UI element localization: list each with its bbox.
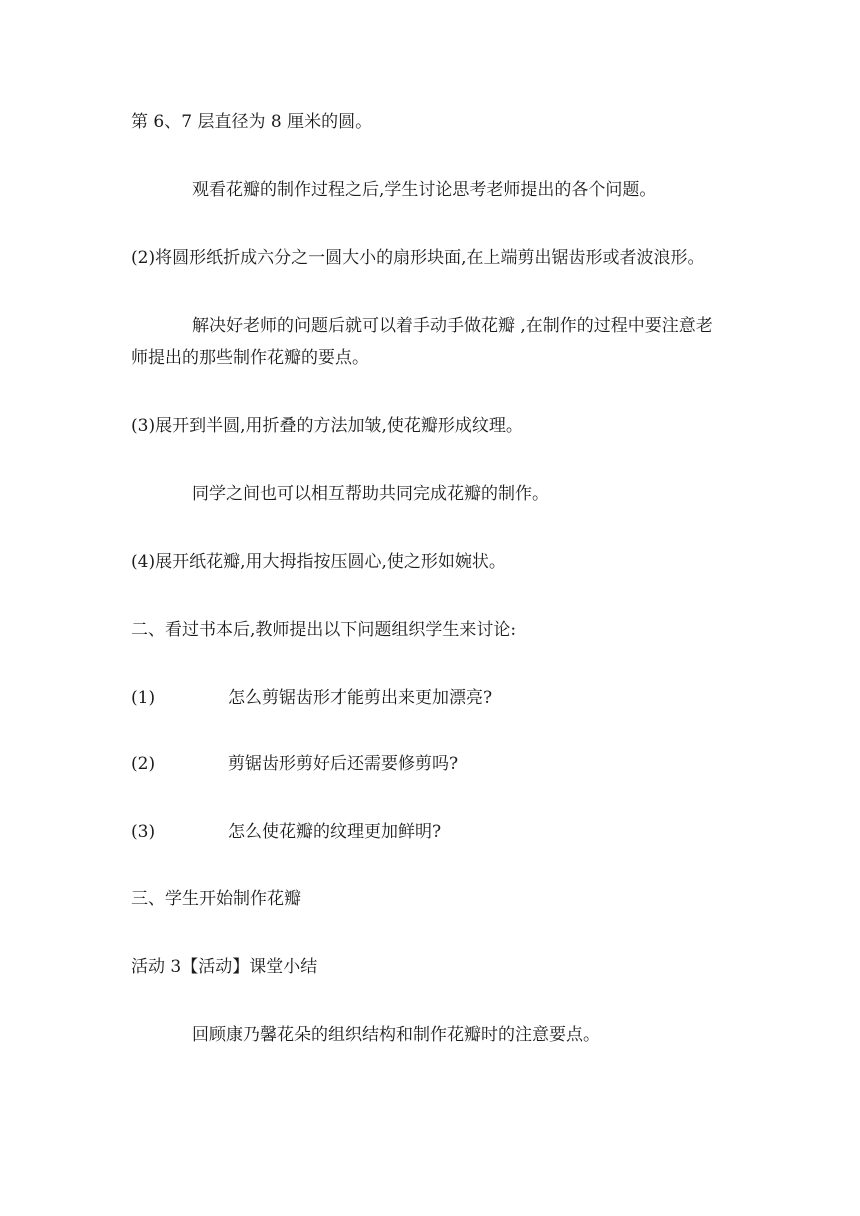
paragraph-summary: 回顾康乃馨花朵的组织结构和制作花瓣时的注意要点。 [192, 1025, 600, 1045]
question-text: 怎么使花瓣的纹理更加鲜明? [228, 822, 442, 842]
paragraph-circle-size: 第 6、7 层直径为 8 厘米的圆。 [131, 112, 373, 132]
question-number: (2) [131, 754, 156, 774]
step-2: (2)将圆形纸折成六分之一圆大小的扇形块面,在上端剪出锯齿形或者波浪形。 [131, 248, 705, 268]
activity-heading: 活动 3【活动】课堂小结 [131, 957, 318, 977]
step-3: (3)展开到半圆,用折叠的方法加皱,使花瓣形成纹理。 [131, 416, 523, 436]
paragraph-start-making-line1: 解决好老师的问题后就可以着手动手做花瓣 ,在制作的过程中要注意老 [192, 316, 713, 336]
section-heading-2: 二、看过书本后,教师提出以下问题组织学生来讨论: [131, 620, 517, 640]
step-4: (4)展开纸花瓣,用大拇指按压圆心,使之形如婉状。 [131, 552, 506, 572]
paragraph-help-each-other: 同学之间也可以相互帮助共同完成花瓣的制作。 [192, 484, 549, 504]
paragraph-watch-process: 观看花瓣的制作过程之后,学生讨论思考老师提出的各个问题。 [192, 180, 657, 200]
question-number: (1) [131, 688, 156, 708]
question-number: (3) [131, 822, 156, 842]
question-text: 剪锯齿形剪好后还需要修剪吗? [228, 754, 459, 774]
question-text: 怎么剪锯齿形才能剪出来更加漂亮? [228, 688, 493, 708]
section-heading-3: 三、学生开始制作花瓣 [131, 889, 301, 909]
paragraph-start-making-line2: 师提出的那些制作花瓣的要点。 [131, 348, 369, 368]
